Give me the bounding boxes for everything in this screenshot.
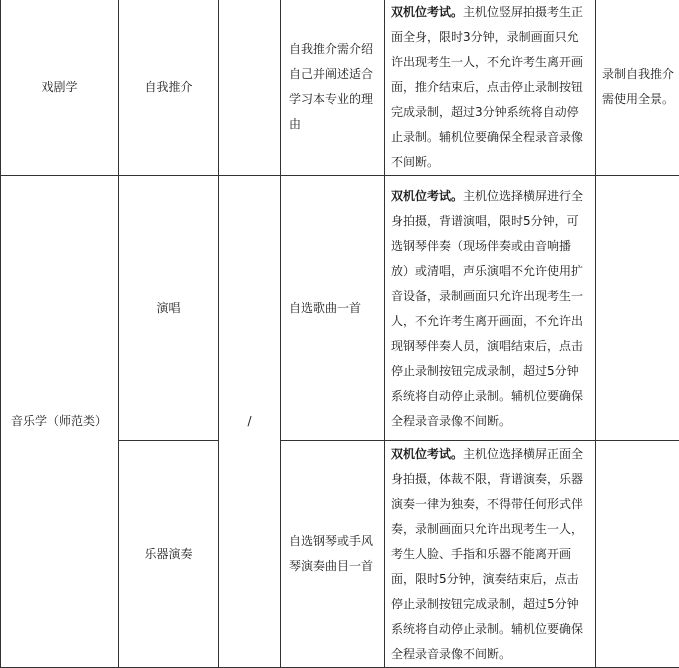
description-cell: [385, 441, 596, 668]
description-lead: 双机位考试。: [391, 5, 463, 19]
major-cell: 戏剧学: [1, 0, 119, 176]
requirement-cell: 自选钢琴或手风琴演奏曲目一首: [281, 441, 385, 668]
requirement-cell: 自我推介需介绍自己并阐述适合学习本专业的理由: [281, 0, 385, 176]
description-text: 主机位选择横屏进行全身拍摄，背谱演唱，限时5分钟，可选钢琴伴奏（现场伴奏或由音响播放）或清唱，声乐演唱不允许使用扩音设备，录制画面只允许出现考生一人，不允许考生离开画面，不允许出现钢琴伴奏人员，演唱结束后，点击停止录制按钮完成录制，超过5分钟系统将自动停止录制。辅机位要确保全程录音录像不间断。: [391, 189, 583, 428]
requirement-cell: 自选歌曲一首: [281, 176, 385, 441]
table-row: [1, 0, 679, 176]
exam-item-cell: 自我推介: [119, 0, 219, 176]
repertoire-cell: /: [219, 176, 281, 668]
major-cell: 音乐学（师范类）: [1, 176, 119, 668]
description-cell: [385, 176, 596, 441]
exam-item-cell: 乐器演奏: [119, 441, 219, 668]
description-lead: 双机位考试。: [391, 447, 463, 461]
description-text: 主机位选择横屏正面全身拍摄，体裁不限，背谱演奏，乐器演奏一律为独奏，不得带任何形式伴奏，录制画面只允许出现考生一人，考生人脸、手指和乐器不能离开画面，限时5分钟，演奏结束后，点击停止录制按钮完成录制，超过5分钟系统将自动停止录制。辅机位要确保全程录音录像不间断。: [391, 447, 583, 661]
repertoire-cell: [219, 0, 281, 176]
note-cell: [596, 441, 679, 668]
exam-item-cell: 演唱: [119, 176, 219, 441]
note-cell: 录制自我推介需使用全景。: [596, 0, 679, 176]
description-text: 主机位竖屏拍摄考生正面全身，限时3分钟，录制画面只允许出现考生一人，不允许考生离开画面，推介结束后，点击停止录制按钮完成录制，超过3分钟系统将自动停止录制。辅机位要确保全程录音录像不间断。: [391, 5, 583, 169]
description-cell: [385, 0, 596, 176]
description-lead: 双机位考试。: [391, 189, 463, 203]
note-cell: [596, 176, 679, 441]
table-row: [1, 176, 679, 441]
